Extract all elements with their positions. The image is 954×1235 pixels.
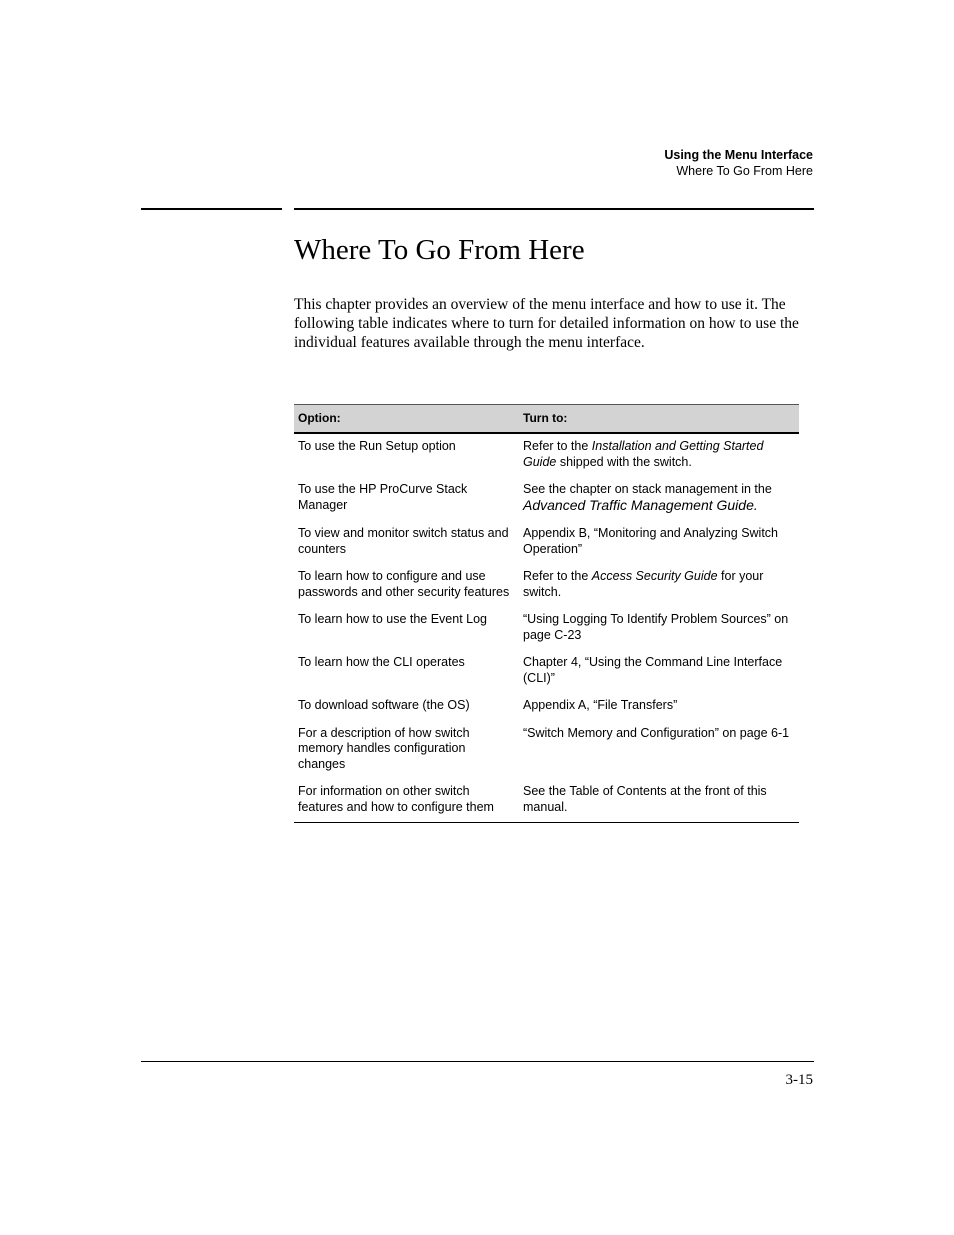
turn-to-text: Appendix B, “Monitoring and Analyzing Switch Operation” (523, 526, 779, 556)
running-header-chapter: Using the Menu Interface (664, 148, 813, 162)
turn-to-cell (519, 608, 799, 651)
footer-rule (141, 1061, 814, 1062)
turn-to-text: See the Table of Contents at the front of this manual. (523, 784, 767, 814)
reference-title: Advanced Traffic Management Guide (523, 496, 754, 513)
option-cell: To learn how to configure and use passwords and other security features (298, 569, 510, 599)
reference-title: Installation and Getting Started Guide (523, 439, 764, 469)
table-header-row (294, 405, 799, 434)
table-row (294, 651, 799, 694)
turn-to-text: Chapter 4, “Using the Command Line Interface (CLI)” (523, 655, 783, 685)
table-row (294, 694, 799, 722)
header-turn-to: Turn to: (519, 405, 799, 434)
table-row (294, 565, 799, 608)
header-option: Option: (294, 405, 519, 434)
turn-to-text: shipped with the switch. (556, 454, 692, 469)
table-row (294, 433, 799, 478)
option-cell: To use the Run Setup option (298, 439, 456, 453)
turn-to-cell (519, 780, 799, 823)
option-cell: To learn how the CLI operates (298, 655, 465, 669)
page-number: 3-15 (785, 1072, 813, 1088)
page-title: Where To Go From Here (294, 234, 585, 266)
turn-to-cell (519, 722, 799, 781)
header-rule-left (141, 208, 282, 210)
running-header-section: Where To Go From Here (676, 164, 813, 178)
turn-to-cell (519, 651, 799, 694)
table-row (294, 608, 799, 651)
option-cell: To use the HP ProCurve Stack Manager (298, 482, 468, 512)
table-row (294, 522, 799, 565)
option-cell: To learn how to use the Event Log (298, 612, 488, 626)
turn-to-cell (519, 694, 799, 722)
table-row (294, 780, 799, 823)
turn-to-text: See the chapter on stack management in the (523, 482, 772, 496)
option-cell: For a description of how switch memory handles configuration changes (298, 725, 470, 771)
turn-to-text: Appendix A, “File Transfers” (523, 698, 678, 712)
table-row (294, 722, 799, 781)
turn-to-cell (519, 478, 799, 522)
turn-to-cell (519, 522, 799, 565)
reference-title: . (753, 496, 758, 513)
turn-to-text: for your switch. (523, 569, 764, 599)
reference-title: Access Security Guide (591, 569, 718, 583)
options-table (294, 404, 799, 823)
turn-to-text: “Switch Memory and Configuration” on page 6-1 (523, 725, 790, 740)
table-body (294, 433, 799, 823)
turn-to-text: “Using Logging To Identify Problem Sources” on page C-23 (523, 612, 789, 642)
intro-paragraph: This chapter provides an overview of the menu interface and how to use it. The following table indicates where to turn for detailed information on how to use the individual features available through the menu interface. (294, 296, 799, 351)
table-row (294, 478, 799, 522)
option-cell: For information on other switch features and how to configure them (294, 780, 519, 823)
turn-to-cell (519, 433, 799, 478)
turn-to-cell (519, 565, 799, 608)
turn-to-text: Refer to the (523, 569, 592, 583)
option-cell: To download software (the OS) (298, 698, 470, 712)
turn-to-text: Refer to the (523, 439, 592, 453)
option-cell: To view and monitor switch status and counters (298, 526, 509, 556)
running-header (664, 147, 813, 179)
header-rule-right (294, 208, 814, 210)
